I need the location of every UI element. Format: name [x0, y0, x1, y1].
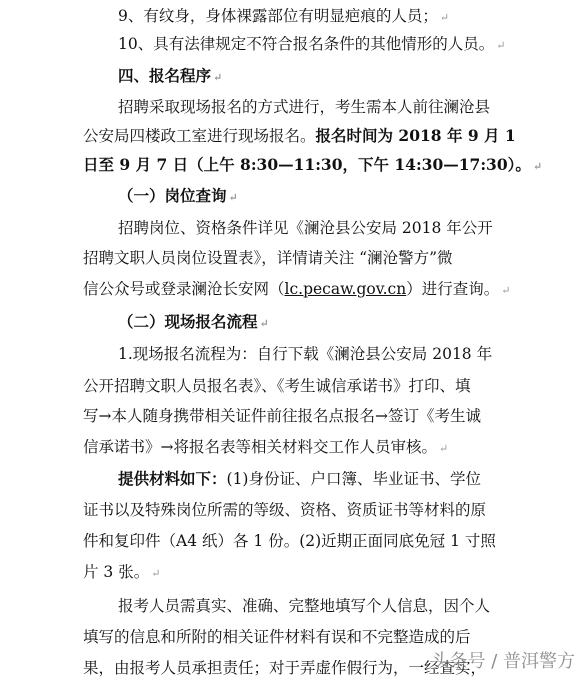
website-link[interactable]: lc.pecaw.gov.cn — [284, 280, 407, 298]
paragraph-mark-icon: ↵ — [532, 160, 543, 173]
paragraph-mark-icon: ↵ — [439, 11, 450, 24]
paragraph-line: 提供材料如下：(1)身份证、户口簿、毕业证书、学位 — [118, 469, 481, 488]
paragraph-mark-icon: ↵ — [439, 442, 449, 455]
paragraph-line: 公开招聘文职人员报名表》、《考生诚信承诺书》打印、填 — [83, 377, 471, 395]
paragraph-line: 报考人员需真实、准确、完整地填写个人信息，因个人 — [118, 597, 491, 615]
registration-time-bold: 报名时间为 2018 年 9 月 1 — [315, 126, 516, 145]
list-item-10: 10、具有法律规定不符合报名条件的其他情形的人员。 ↵ — [118, 35, 506, 53]
section-heading-registration: 四、报名程序 ↵ — [118, 66, 223, 85]
paragraph-line: 招聘岗位、资格条件详见《澜沧县公安局 2018 年公开 — [118, 219, 493, 237]
paragraph-line: 果，由报考人员承担责任；对于弄虚作假行为，一经查实， — [83, 659, 487, 677]
paragraph-line: 信承诺书》→将报名表等相关材料交工作人员审核。 ↵ — [83, 438, 449, 456]
paragraph-line: 信公众号或登录澜沧长安网（lc.pecaw.gov.cn）进行查询。 ↵ — [83, 280, 511, 298]
paragraph-line: 证书以及特殊岗位所需的等级、资格、资质证书等材料的原 — [83, 501, 487, 519]
paragraph-line: 招聘采取现场报名的方式进行，考生需本人前往澜沧县 — [118, 98, 491, 116]
paragraph-line: 写→本人随身携带相关证件前往报名点报名→签订《考生诚 — [83, 407, 481, 425]
paragraph-line: 片 3 张。 ↵ — [83, 563, 161, 581]
paragraph-line: 公安局四楼政工室进行现场报名。报名时间为 2018 年 9 月 1 — [83, 126, 516, 145]
paragraph-line: 招聘文职人员岗位设置表》，详情请关注 “澜沧警方”微 — [83, 249, 453, 267]
paragraph-line: 件和复印件（A4 纸）各 1 份。(2)近期正面同底免冠 1 寸照 — [83, 532, 496, 550]
paragraph-mark-icon: ↵ — [213, 71, 223, 84]
paragraph-mark-icon: ↵ — [228, 191, 238, 204]
subsection-heading-query: （一）岗位查询 ↵ — [118, 186, 238, 205]
paragraph-mark-icon: ↵ — [151, 567, 161, 580]
materials-label-bold: 提供材料如下： — [118, 469, 227, 488]
paragraph-mark-icon: ↵ — [496, 39, 506, 52]
paragraph-line: 1.现场报名流程为：自行下载《澜沧县公安局 2018 年 — [118, 345, 493, 363]
paragraph-mark-icon: ↵ — [501, 284, 511, 297]
watermark-text: 头条号 / 普洱警方 — [431, 651, 575, 672]
paragraph-line: 填写的信息和所附的相关证件材料有误和不完整造成的后 — [83, 628, 471, 646]
subsection-heading-onsite-flow: （二）现场报名流程 ↵ — [118, 312, 269, 331]
paragraph-line-bold: 日至 9 月 7 日（上午 8:30—11:30，下午 14:30—17:30）。 ↵ — [83, 155, 543, 174]
paragraph-mark-icon: ↵ — [259, 317, 269, 330]
list-item-9: 9、有纹身，身体裸露部位有明显疤痕的人员； ↵ — [118, 7, 450, 25]
